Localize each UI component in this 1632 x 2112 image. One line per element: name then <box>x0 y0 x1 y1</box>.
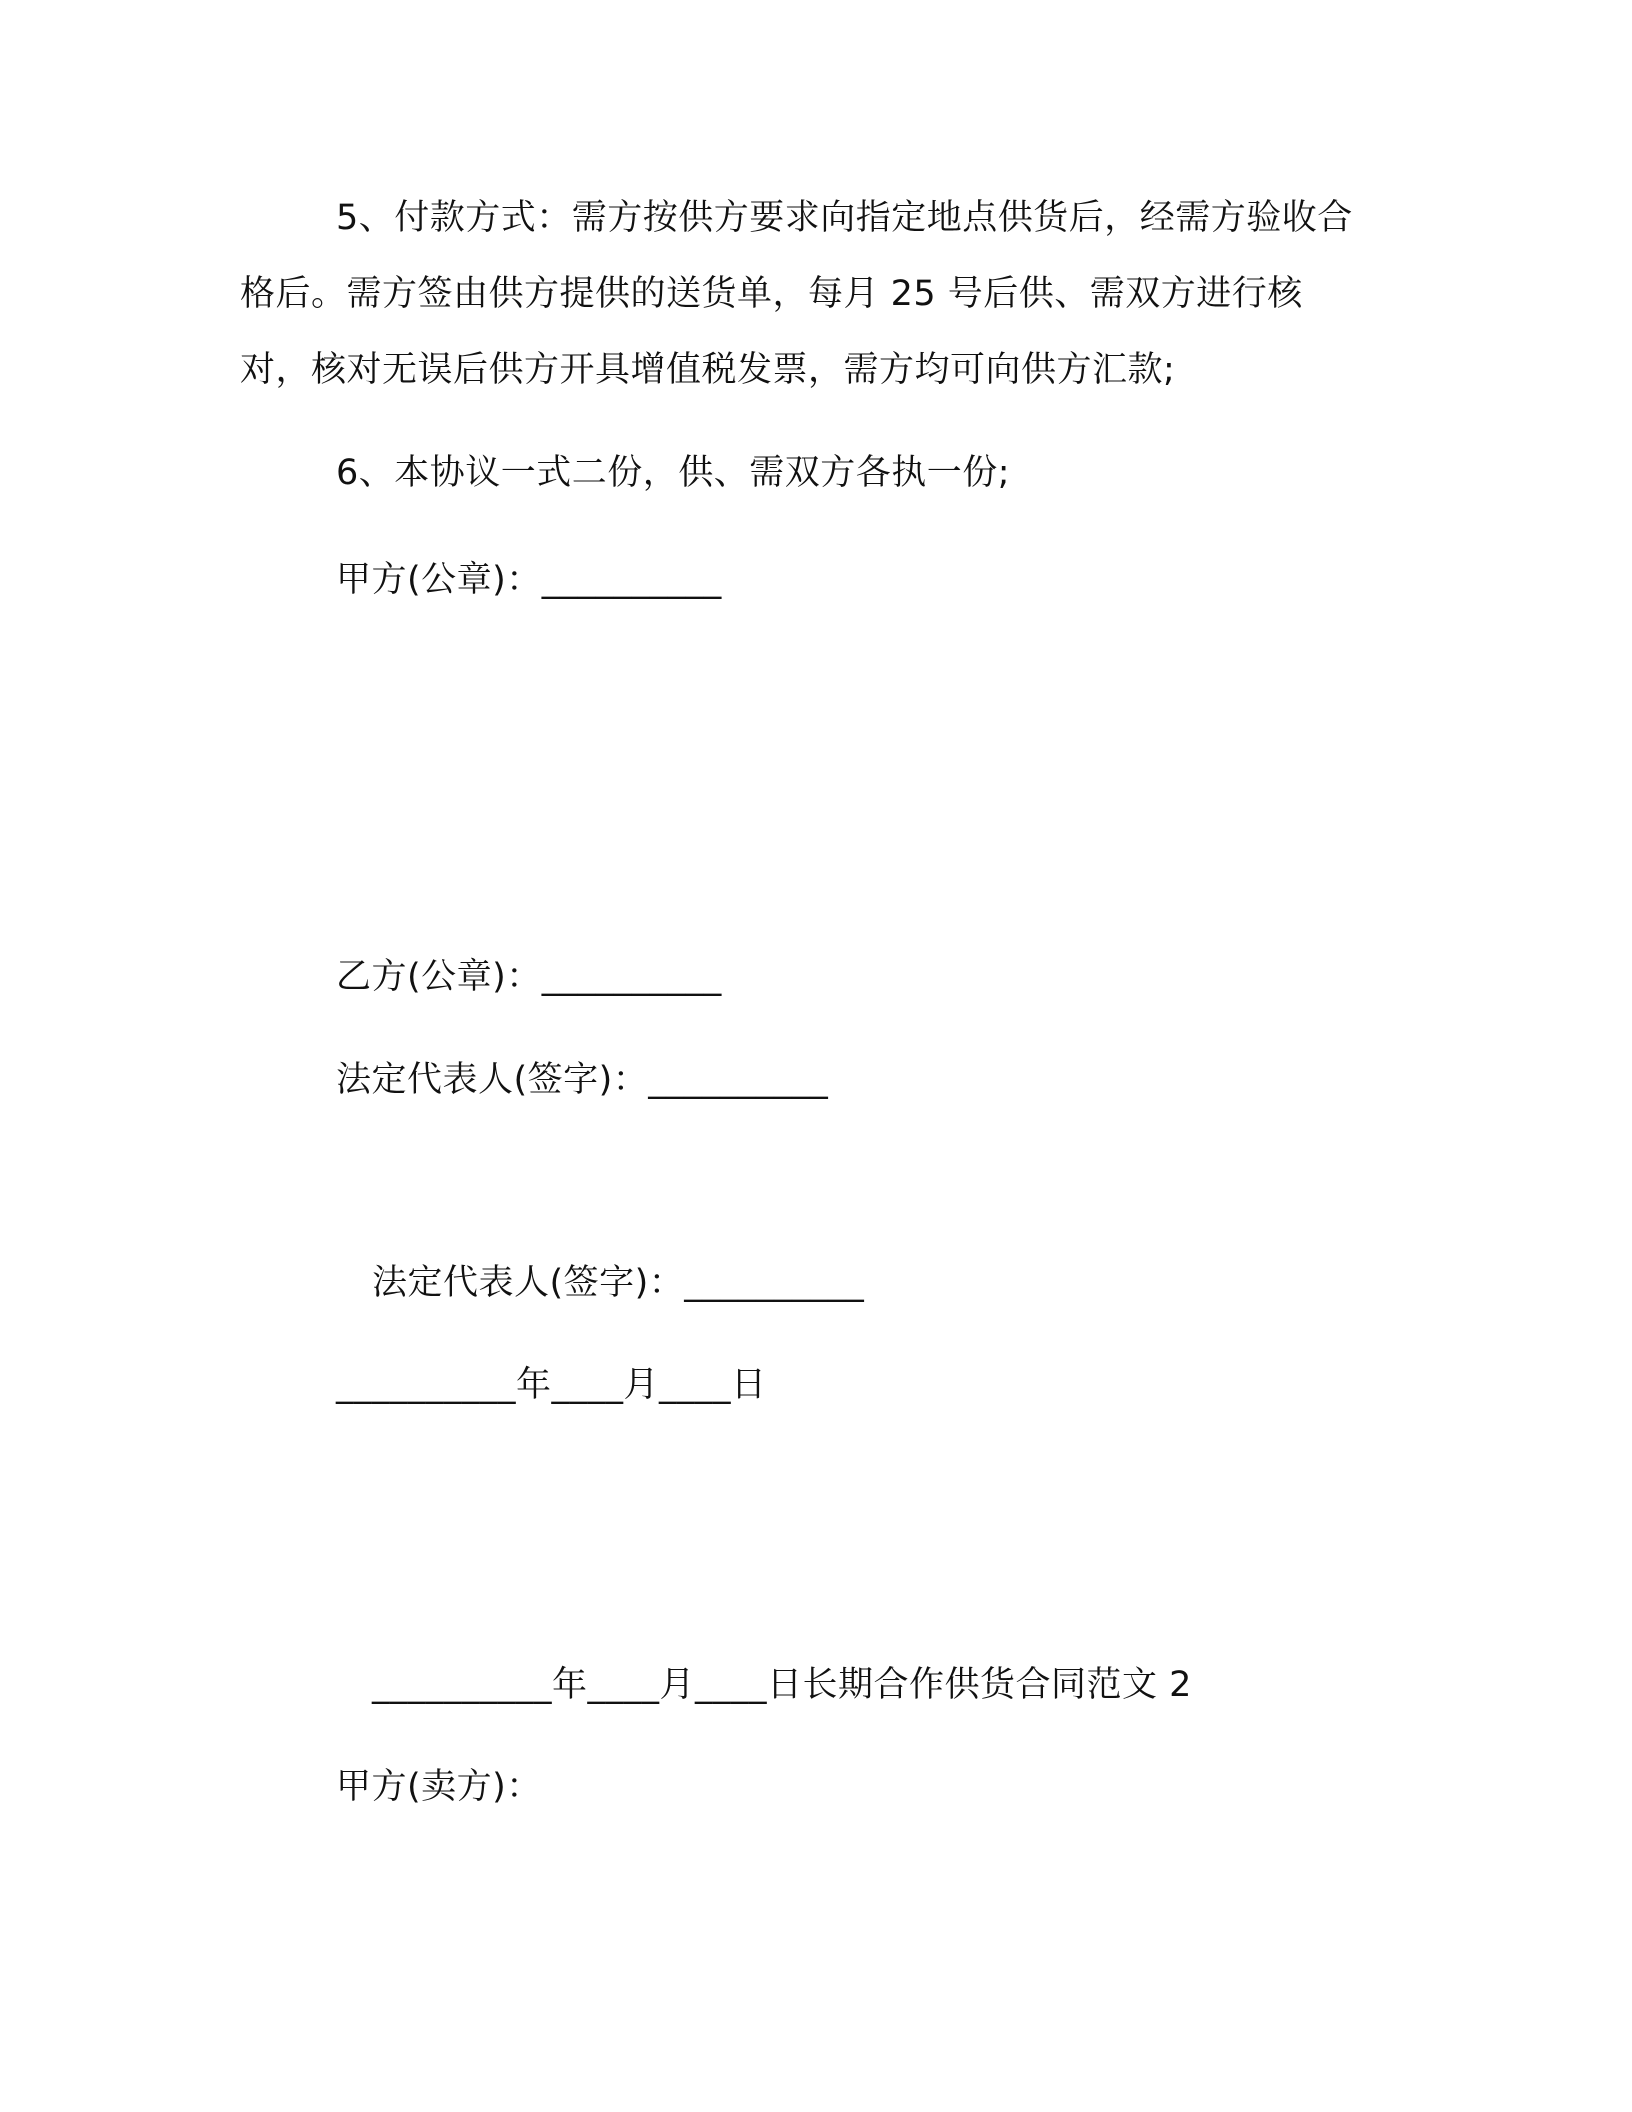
legal-representative-signature-line: 法定代表人(签字)：__________ <box>372 1263 865 1303</box>
party-a-seal-line: 甲方(公章)：__________ <box>336 560 722 600</box>
date-line: __________年____月____日 <box>336 1365 767 1405</box>
legal-representative-signature-line: 法定代表人(签字)：__________ <box>336 1060 829 1100</box>
party-a-seller-line: 甲方(卖方)： <box>336 1767 542 1807</box>
clause-6-copies: 6、本协议一式二份，供、需双方各执一份; <box>336 453 1011 493</box>
party-b-seal-line: 乙方(公章)：__________ <box>336 957 722 997</box>
next-contract-title-line: __________年____月____日长期合作供货合同范文 2 <box>372 1665 1192 1705</box>
clause-5-payment-terms: 5、付款方式：需方按供方要求向指定地点供货后，经需方验收合格后。需方签由供方提供的送货单，每月 25 号后供、需双方进行核对，核对无误后供方开具增值税发票，需方均可向供方汇款; <box>240 198 1353 390</box>
